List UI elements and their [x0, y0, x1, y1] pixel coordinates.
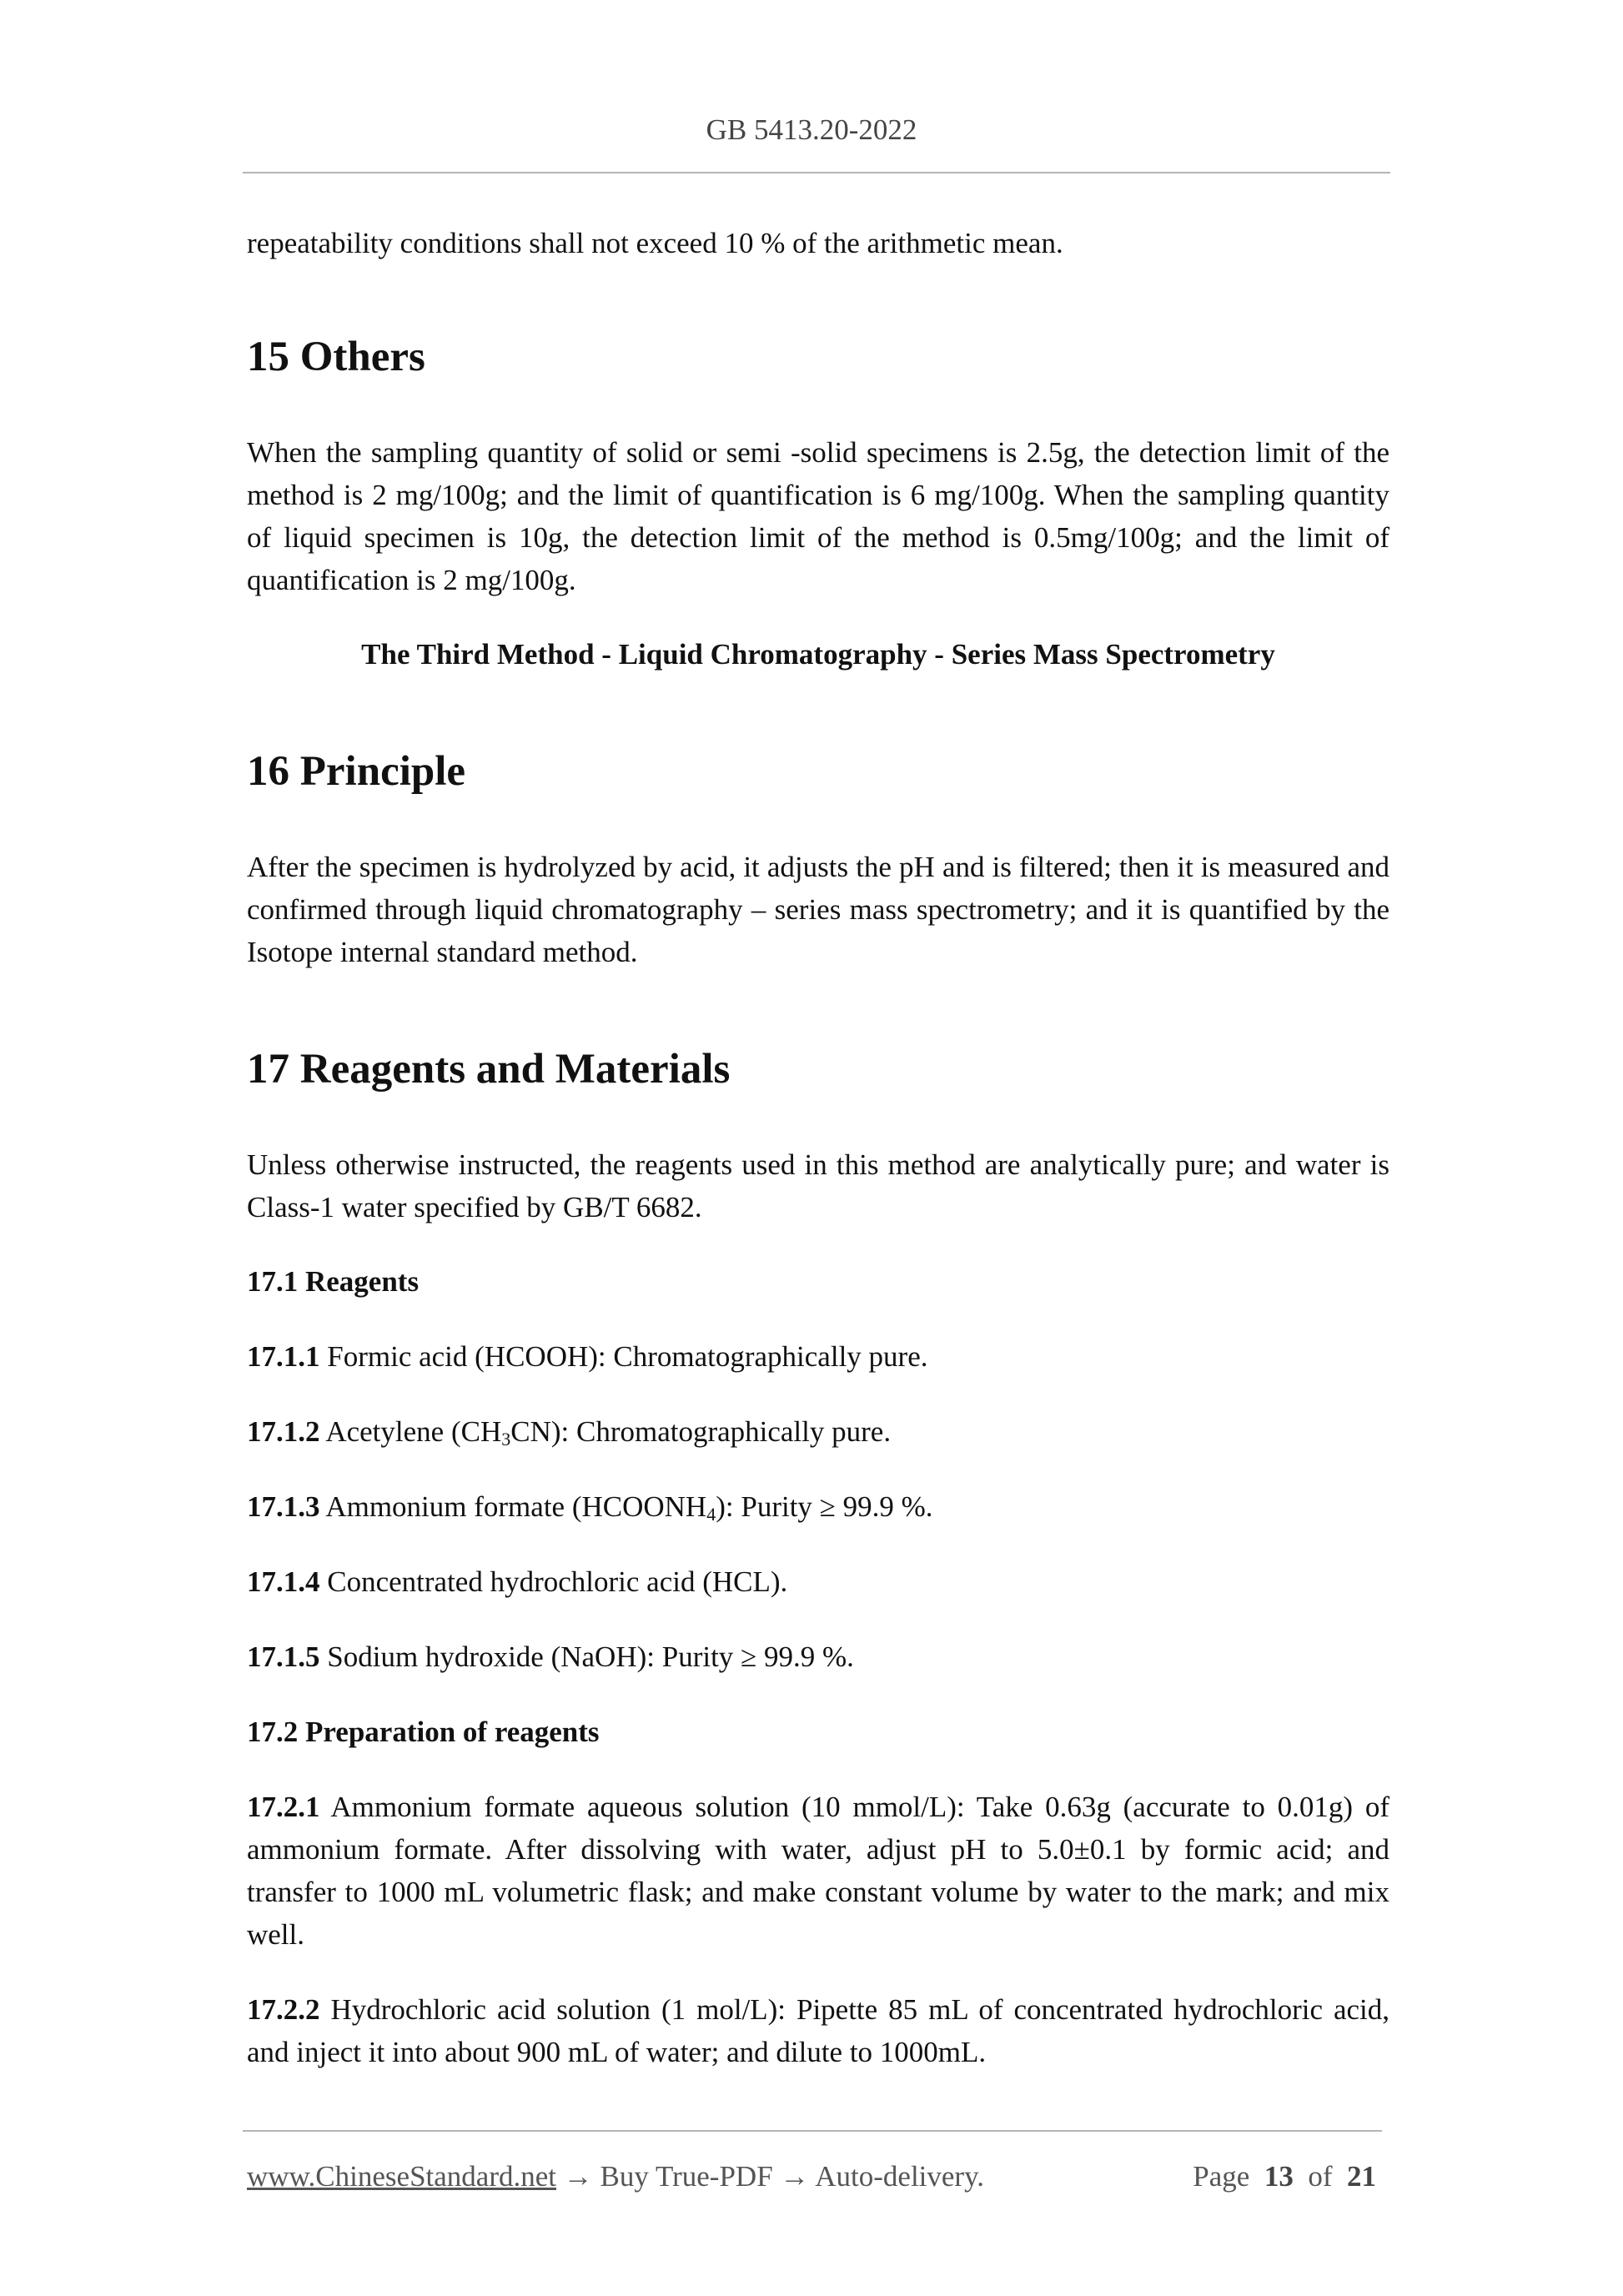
clause-number: 17.1.4: [247, 1565, 320, 1598]
preparation-17-2-1: [247, 1786, 1389, 1956]
clause-text: Hydrochloric acid solution (1 mol/L): Pipette 85 mL of concentrated hydrochloric acid, and inject it into about 900 mL of water; and dilute to 1000mL.: [247, 1993, 1390, 2068]
clause-text: Ammonium formate aqueous solution (10 mmol/L): Take 0.63g (accurate to 0.01g) of ammonium formate. After dissolving with water, adjust pH to 5.0±0.1 by formic acid; and transfer to 1000 mL volumetric flask; and make constant volume by water to the mark; and mix well.: [247, 1791, 1389, 1951]
clause-number: 17.1.2: [247, 1415, 320, 1448]
reagent-17-1-1: [247, 1335, 1389, 1378]
clause-text: CN): Chromatographically pure.: [510, 1415, 892, 1448]
method-title: The Third Method - Liquid Chromatography - Series Mass Spectrometry: [361, 638, 1275, 671]
subsection-17-1-heading: 17.1 Reagents: [247, 1265, 420, 1298]
page-content: [247, 222, 1389, 2073]
reagent-17-1-5: [247, 1635, 1389, 1678]
subscript: 4: [706, 1504, 716, 1525]
total-pages-number: 21: [1347, 2160, 1376, 2193]
buy-pdf-text: Buy True-PDF: [600, 2160, 773, 2193]
clause-number: 17.2.2: [247, 1993, 320, 2026]
subscript: 3: [501, 1429, 511, 1449]
section-15-heading: 15 Others: [247, 334, 425, 380]
carryover-paragraph: repeatability conditions shall not exceed 10 % of the arithmetic mean.: [247, 227, 1063, 259]
section-16-paragraph: After the specimen is hydrolyzed by acid, it adjusts the pH and is filtered; then it is measured and confirmed through liquid chromatography – series mass spectrometry; and it is quantified by the Isotope internal standard method.: [247, 851, 1389, 968]
preparation-17-2-2: [247, 1988, 1389, 2073]
reagent-17-1-2: [247, 1410, 1389, 1453]
arrow-right-icon: →: [780, 2160, 810, 2193]
page-label: Page: [1193, 2160, 1250, 2193]
reagent-17-1-4: [247, 1560, 1389, 1603]
clause-number: 17.1.3: [247, 1490, 320, 1523]
clause-text: Concentrated hydrochloric acid (HCL).: [327, 1565, 788, 1598]
subsection-17-2-heading: 17.2 Preparation of reagents: [247, 1716, 600, 1748]
clause-text: Acetylene (CH: [325, 1415, 502, 1448]
of-label: of: [1308, 2160, 1333, 2193]
clause-text: Formic acid (HCOOH): Chromatographically pure.: [327, 1340, 928, 1373]
footer-divider: [243, 2130, 1382, 2132]
page-footer: [247, 2160, 1389, 2193]
clause-number: 17.2.1: [247, 1791, 320, 1823]
section-17-heading: 17 Reagents and Materials: [247, 1046, 731, 1093]
clause-text: ): Purity ≥ 99.9 %.: [716, 1490, 933, 1523]
clause-number: 17.1.5: [247, 1640, 320, 1673]
section-16-heading: 16 Principle: [247, 748, 466, 795]
section-15-paragraph: When the sampling quantity of solid or semi -solid specimens is 2.5g, the detection limit of the method is 2 mg/100g; and the limit of quantification is 6 mg/100g. When the sampling quantity of liquid specimen is 10g, the detection limit of the method is 0.5mg/100g; and the limit of quantification is 2 mg/100g.: [247, 436, 1389, 596]
auto-delivery-text: Auto-delivery.: [815, 2160, 985, 2193]
reagent-17-1-3: [247, 1485, 1389, 1528]
header-divider: [243, 172, 1390, 173]
clause-number: 17.1.1: [247, 1340, 320, 1373]
clause-text: Sodium hydroxide (NaOH): Purity ≥ 99.9 %.: [327, 1640, 854, 1673]
page-indicator: [1193, 2160, 1376, 2193]
current-page-number: 13: [1264, 2160, 1294, 2193]
section-17-paragraph: Unless otherwise instructed, the reagents used in this method are analytically pure; and water is Class-1 water specified by GB/T 6682.: [247, 1148, 1389, 1223]
document-header: GB 5413.20-2022: [706, 113, 917, 146]
arrow-right-icon: →: [563, 2160, 593, 2193]
clause-text: Ammonium formate (HCOONH: [325, 1490, 707, 1523]
website-link[interactable]: www.ChineseStandard.net: [247, 2160, 556, 2193]
